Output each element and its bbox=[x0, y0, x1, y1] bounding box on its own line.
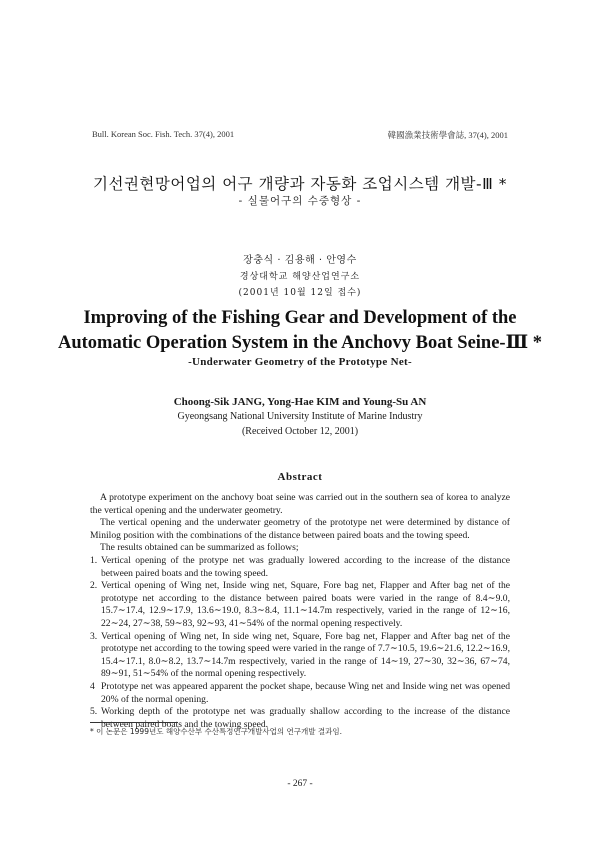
item-text: Prototype net was appeared apparent the pocket shape, because Wing net and Inside wing net was opened 20% of the normal opening. bbox=[101, 680, 510, 705]
item-number: 3. bbox=[90, 630, 98, 642]
korean-affiliation: 경상대학교 해양산업연구소 bbox=[239, 272, 361, 282]
abstract-heading: Abstract bbox=[277, 471, 323, 483]
journal-header-english: Bull. Korean Soc. Fish. Tech. 37(4), 2001 bbox=[92, 129, 235, 139]
results-list-item bbox=[90, 631, 510, 681]
english-title-line-1: Improving of the Fishing Gear and Development of the bbox=[83, 308, 517, 328]
item-number: 4 bbox=[90, 680, 95, 692]
korean-received-date: (2001년 10월 12일 접수) bbox=[238, 288, 362, 298]
page-number: - 267 - bbox=[287, 779, 313, 789]
abstract-paragraph: The results obtained can be summarized as follows; bbox=[100, 542, 299, 554]
korean-authors: 장충식 · 김용해 · 안영수 bbox=[243, 255, 357, 266]
item-number: 5. bbox=[90, 706, 98, 718]
english-title bbox=[0, 306, 600, 356]
korean-title: 기선권현망어업의 어구 개량과 자동화 조업시스템 개발-Ⅲ * bbox=[93, 175, 507, 193]
item-text: Vertical opening of the protype net was gradually lowered according to the increase of the distance between paired boats and the towing speed. bbox=[101, 554, 510, 579]
english-received-date: (Received October 12, 2001) bbox=[241, 426, 359, 437]
korean-subtitle: - 실물어구의 수중형상 - bbox=[238, 195, 362, 207]
english-title-line-2: Automatic Operation System in the Anchovy Boat Seine-Ⅲ * bbox=[58, 333, 542, 353]
results-list-item bbox=[90, 555, 510, 580]
abstract-paragraph: A prototype experiment on the anchovy boat seine was carried out in the southern sea of korea to analyze the vertical opening and the underwater geometry. bbox=[90, 492, 510, 516]
item-text: Vertical opening of Wing net, In side wing net, Square, Fore bag net, Flapper and After bag net of the prototype net according to the towing speed were varied in the range of 7.7∼10.5, 19.6∼21.6, 12.2∼16.9, 15.4∼17.1, 8.0∼8.2, 13.7∼14.7m respectively, varied in the range of 14∼19, 27∼30, 32∼36, 67∼74, 89∼91, 51∼54% of the normal opening respectively. bbox=[101, 630, 510, 680]
footnote: * 이 논문은 1999년도 해양수산부 수산특정연구개발사업의 연구개발 결과임. bbox=[90, 727, 343, 736]
journal-header-korean: 韓國漁業技術學會誌, 37(4), 2001 bbox=[387, 130, 508, 140]
item-number: 1. bbox=[90, 554, 98, 566]
item-number: 2. bbox=[90, 580, 98, 592]
results-list-item bbox=[90, 580, 510, 630]
abstract-body bbox=[90, 492, 510, 731]
results-list bbox=[90, 555, 510, 731]
item-text: Working depth of the prototype net was gradually shallow according to the increase of the distance between paired boats and the towing speed. bbox=[101, 706, 510, 730]
english-authors: Choong-Sik JANG, Yong-Hae KIM and Young-Su AN bbox=[173, 396, 427, 408]
english-subtitle: -Underwater Geometry of the Prototype Net- bbox=[188, 356, 412, 368]
english-affiliation: Gyeongsang National University Institute of Marine Industry bbox=[177, 411, 423, 422]
results-list-item bbox=[90, 681, 510, 706]
footnote-divider bbox=[90, 722, 178, 723]
abstract-paragraph: The vertical opening and the underwater geometry of the prototype net were determined by distance of Minilog position with the combinations of the distance between paired boats and the towing speed. bbox=[90, 517, 510, 541]
item-text: Vertical opening of Wing net, Inside wing net, Square, Fore bag net, Flapper and After bag net of the prototype net according to the distance between paired boats were varied in the range of 8.4∼9.0, 15.7∼17.4, 12.9∼17.9, 13.6∼19.0, 8.3∼8.4, 11.1∼14.7m respectively, varied in the range of 12∼16, 22∼24, 27∼38, 59∼83, 92∼93, 41∼54% of the normal opening respectively. bbox=[101, 580, 510, 629]
